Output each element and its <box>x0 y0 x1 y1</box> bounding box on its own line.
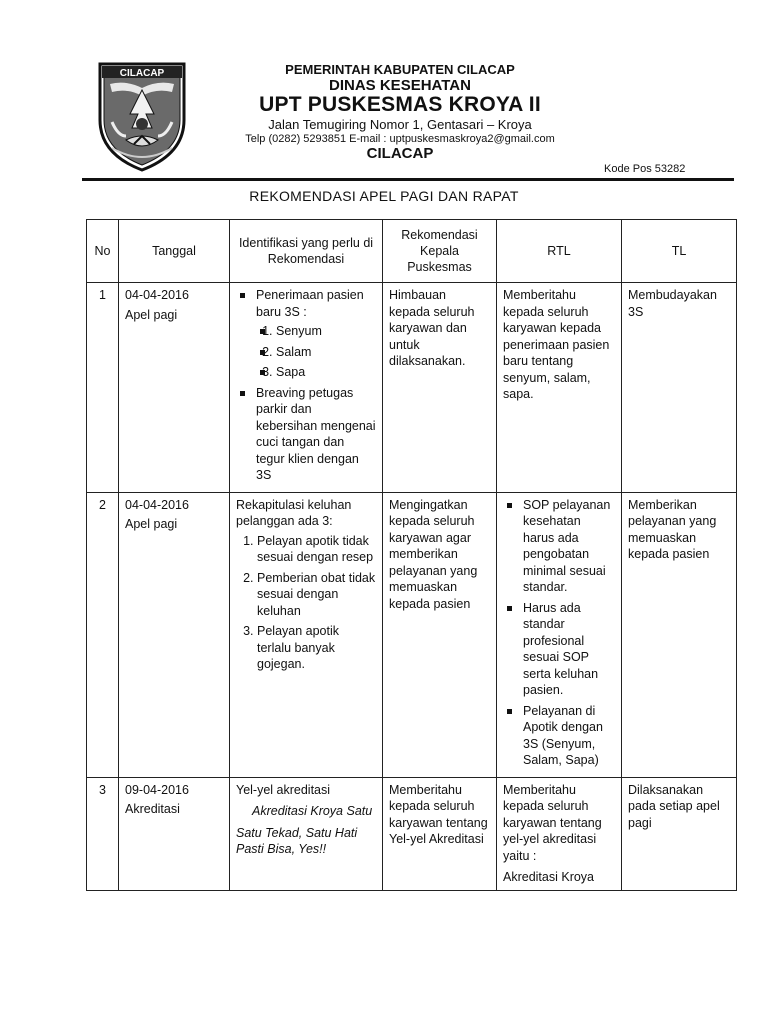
document-title: REKOMENDASI APEL PAGI DAN RAPAT <box>249 188 519 204</box>
list-item: Pelayanan di Apotik dengan 3S (Senyum, Salam, Sapa) <box>523 703 615 769</box>
recommendation-table <box>86 219 737 891</box>
identification-list <box>236 287 376 484</box>
list-item: Harus ada standar profesional sesuai SOP serta keluhan pasien. <box>523 600 615 699</box>
identification-intro: Rekapitulasi keluhan pelanggan ada 3: <box>236 497 352 528</box>
list-item-text: Penerimaan pasien baru 3S : <box>256 288 364 319</box>
list-item: 2. Pemberian obat tidak sesuai dengan keluhan <box>257 570 376 620</box>
list-item: 1. Pelayan apotik tidak sesuai dengan resep <box>257 533 376 566</box>
tl-cell: Dilaksanakan pada setiap apel pagi <box>622 777 737 890</box>
header-tl: TL <box>622 220 737 283</box>
table-header-row <box>87 220 737 283</box>
row-date: 04-04-2016 <box>125 497 189 512</box>
row-date: 09-04-2016 <box>125 782 189 797</box>
table-row <box>87 777 737 890</box>
department-name: DINAS KESEHATAN <box>329 77 471 94</box>
list-item: SOP pelayanan kesehatan harus ada pengobatan minimal sesuai standar. <box>523 497 615 596</box>
rtl-text: Memberitahu kepada seluruh karyawan tentang yel-yel akreditasi yaitu : <box>503 782 602 863</box>
row-type: Akreditasi <box>125 802 180 816</box>
contact-line: Telp (0282) 5293851 E-mail : uptpuskesmaskroya2@gmail.com <box>245 133 555 145</box>
rtl-text: Akreditasi Kroya <box>503 870 595 884</box>
row-number: 1 <box>87 283 119 493</box>
row-number: 3 <box>87 777 119 890</box>
tl-cell: Memberikan pelayanan yang memuaskan kepada pasien <box>622 492 737 777</box>
svg-text:CILACAP: CILACAP <box>119 68 165 79</box>
yel-yel-line: Satu Tekad, Satu Hati Pasti Bisa, Yes!! <box>236 825 358 856</box>
list-item: 3. Pelayan apotik terlalu banyak gojegan. <box>257 623 376 673</box>
row-type: Apel pagi <box>125 517 178 531</box>
row-type: Apel pagi <box>125 307 178 322</box>
identification-intro: Yel-yel akreditasi <box>236 782 331 797</box>
header-identifikasi: Identifikasi yang perlu di Rekomendasi <box>230 220 383 283</box>
city-name: CILACAP <box>366 145 434 162</box>
rtl-list <box>503 497 615 769</box>
table-row <box>87 283 737 493</box>
tl-cell: Membudayakan 3S <box>622 283 737 493</box>
date-cell <box>119 492 230 777</box>
postal-code: Kode Pos 53282 <box>604 163 686 175</box>
rtl-cell <box>497 492 622 777</box>
rtl-cell: Memberitahu kepada seluruh karyawan kepada penerimaan pasien baru tentang senyum, salam, sapa. <box>497 283 622 493</box>
table-row <box>87 492 737 777</box>
identification-cell <box>230 492 383 777</box>
identification-cell <box>230 283 383 493</box>
list-item: 2. Salam <box>276 344 376 361</box>
address-line: Jalan Temugiring Nomor 1, Gentasari – Kroya <box>268 117 532 132</box>
header-rekomendasi: Rekomendasi Kepala Puskesmas <box>383 220 497 283</box>
date-cell <box>119 283 230 493</box>
letterhead-divider <box>82 178 734 181</box>
recommendation-cell: Memberitahu kepada seluruh karyawan tentang Yel-yel Akreditasi <box>383 777 497 890</box>
row-date: 04-04-2016 <box>125 288 189 302</box>
list-item: 3. Sapa <box>276 364 376 381</box>
numbered-list <box>236 533 376 673</box>
cilacap-regency-logo <box>96 62 188 172</box>
list-item: 1. Senyum <box>276 323 376 340</box>
list-item: Breaving petugas parkir dan kebersihan mengenai cuci tangan dan tegur klien dengan 3S <box>256 385 376 482</box>
recommendation-cell: Mengingatkan kepada seluruh karyawan agar memberikan pelayanan yang memuaskan kepada pasien <box>383 492 497 777</box>
numbered-list <box>256 323 376 381</box>
institution-name: UPT PUSKESMAS KROYA II <box>259 93 541 116</box>
list-item <box>256 287 376 381</box>
rtl-cell <box>497 777 622 890</box>
header-rtl: RTL <box>497 220 622 283</box>
identification-cell <box>230 777 383 890</box>
yel-yel-line: Akreditasi Kroya Satu <box>252 804 373 818</box>
header-no: No <box>87 220 119 283</box>
recommendation-cell: Himbauan kepada seluruh karyawan dan untuk dilaksanakan. <box>383 283 497 493</box>
row-number: 2 <box>87 492 119 777</box>
government-name: PEMERINTAH KABUPATEN CILACAP <box>285 62 515 77</box>
header-tanggal: Tanggal <box>119 220 230 283</box>
date-cell <box>119 777 230 890</box>
